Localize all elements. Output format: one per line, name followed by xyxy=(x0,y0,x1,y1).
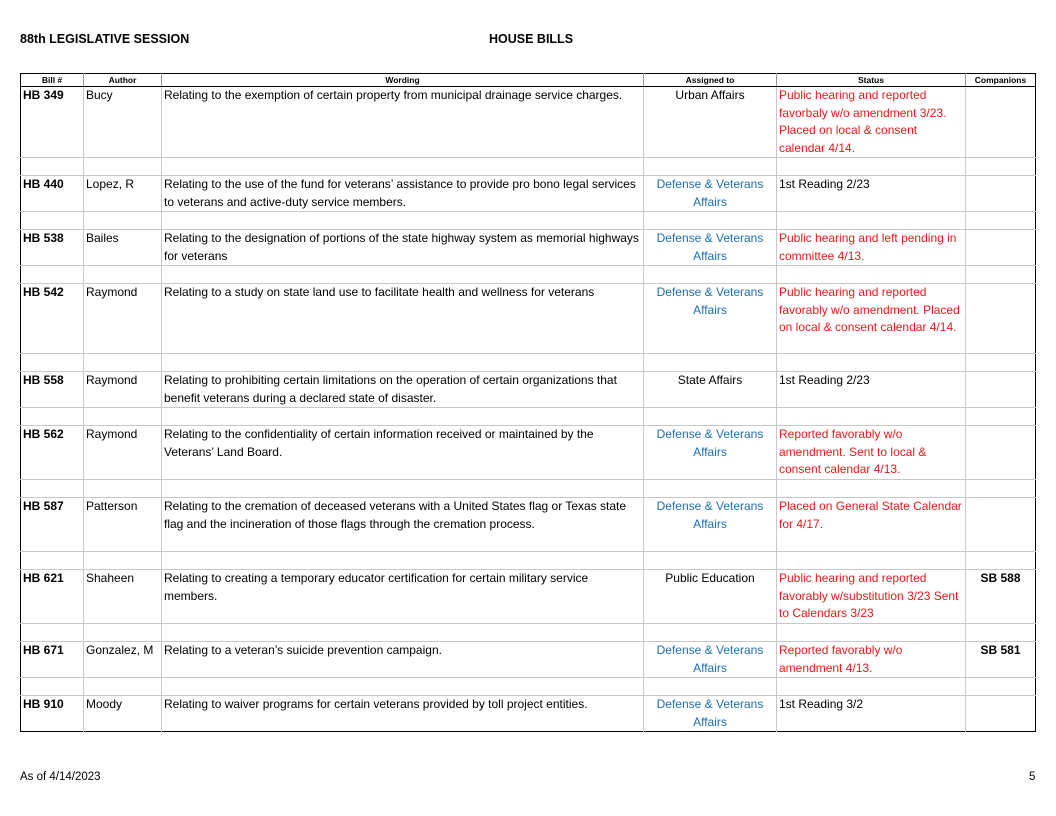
spacer-cell xyxy=(966,408,1036,426)
bill-status: 1st Reading 3/2 xyxy=(777,696,966,732)
table-row xyxy=(21,696,1036,732)
table-header-row xyxy=(21,74,1036,87)
spacer-row xyxy=(21,480,1036,498)
bill-status: Public hearing and reported favorbaly w/o amendment 3/23. Placed on local & consent calendar 4/14. xyxy=(777,87,966,158)
bill-wording: Relating to the exemption of certain property from municipal drainage service charges. xyxy=(162,87,644,158)
bill-status: Public hearing and reported favorably w/o amendment. Placed on local & consent calendar 4/14. xyxy=(777,284,966,354)
spacer-cell xyxy=(644,158,777,176)
bill-companions xyxy=(966,426,1036,480)
column-header-author: Author xyxy=(84,74,162,87)
spacer-cell xyxy=(162,158,644,176)
bill-author: Moody xyxy=(84,696,162,732)
table-row xyxy=(21,230,1036,266)
spacer-cell xyxy=(84,552,162,570)
spacer-cell xyxy=(84,678,162,696)
bill-number: HB 587 xyxy=(21,498,84,552)
table-row xyxy=(21,426,1036,480)
table-row xyxy=(21,176,1036,212)
spacer-cell xyxy=(644,266,777,284)
bill-status: Reported favorably w/o amendment. Sent to local & consent calendar 4/13. xyxy=(777,426,966,480)
bill-number: HB 562 xyxy=(21,426,84,480)
spacer-cell xyxy=(644,552,777,570)
column-header-companions: Companions xyxy=(966,74,1036,87)
bill-status: Reported favorably w/o amendment 4/13. xyxy=(777,642,966,678)
session-title: 88th LEGISLATIVE SESSION xyxy=(20,32,190,46)
spacer-cell xyxy=(162,678,644,696)
bill-companions xyxy=(966,284,1036,354)
bill-number: HB 671 xyxy=(21,642,84,678)
bill-status: 1st Reading 2/23 xyxy=(777,372,966,408)
table-row xyxy=(21,372,1036,408)
column-header-status: Status xyxy=(777,74,966,87)
bill-author: Raymond xyxy=(84,426,162,480)
column-header-wording: Wording xyxy=(162,74,644,87)
spacer-cell xyxy=(84,624,162,642)
spacer-cell xyxy=(21,552,84,570)
spacer-cell xyxy=(966,354,1036,372)
bill-companions xyxy=(966,696,1036,732)
bill-author: Patterson xyxy=(84,498,162,552)
bill-number: HB 440 xyxy=(21,176,84,212)
bill-assigned-committee: Defense & Veterans Affairs xyxy=(644,498,777,552)
spacer-cell xyxy=(966,158,1036,176)
spacer-cell xyxy=(162,480,644,498)
spacer-cell xyxy=(21,212,84,230)
spacer-cell xyxy=(644,624,777,642)
bill-author: Raymond xyxy=(84,372,162,408)
spacer-cell xyxy=(777,480,966,498)
spacer-cell xyxy=(777,678,966,696)
spacer-cell xyxy=(966,212,1036,230)
bill-number: HB 910 xyxy=(21,696,84,732)
spacer-cell xyxy=(644,212,777,230)
bill-assigned-committee: State Affairs xyxy=(644,372,777,408)
column-header-bill: Bill # xyxy=(21,74,84,87)
bill-companions xyxy=(966,498,1036,552)
bill-assigned-committee: Defense & Veterans Affairs xyxy=(644,642,777,678)
spacer-cell xyxy=(966,552,1036,570)
bill-companions xyxy=(966,372,1036,408)
spacer-cell xyxy=(777,408,966,426)
page-number: 5 xyxy=(1029,771,1036,783)
spacer-cell xyxy=(777,552,966,570)
spacer-cell xyxy=(966,678,1036,696)
house-bills-table xyxy=(20,73,1036,732)
spacer-cell xyxy=(162,552,644,570)
bill-author: Bailes xyxy=(84,230,162,266)
bill-status: Placed on General State Calendar for 4/17. xyxy=(777,498,966,552)
spacer-cell xyxy=(84,212,162,230)
table-row xyxy=(21,570,1036,624)
spacer-cell xyxy=(644,480,777,498)
spacer-cell xyxy=(777,354,966,372)
spacer-cell xyxy=(84,408,162,426)
bill-wording: Relating to creating a temporary educator certification for certain military service members. xyxy=(162,570,644,624)
bill-number: HB 538 xyxy=(21,230,84,266)
bill-number: HB 621 xyxy=(21,570,84,624)
spacer-cell xyxy=(644,408,777,426)
bill-wording: Relating to a study on state land use to facilitate health and wellness for veterans xyxy=(162,284,644,354)
spacer-cell xyxy=(21,354,84,372)
spacer-cell xyxy=(21,480,84,498)
spacer-row xyxy=(21,212,1036,230)
bill-author: Shaheen xyxy=(84,570,162,624)
spacer-cell xyxy=(162,408,644,426)
spacer-cell xyxy=(84,480,162,498)
spacer-row xyxy=(21,552,1036,570)
bill-status: Public hearing and reported favorably w/substitution 3/23 Sent to Calendars 3/23 xyxy=(777,570,966,624)
bill-assigned-committee: Public Education xyxy=(644,570,777,624)
spacer-cell xyxy=(84,158,162,176)
spacer-row xyxy=(21,408,1036,426)
bill-assigned-committee: Urban Affairs xyxy=(644,87,777,158)
bill-author: Lopez, R xyxy=(84,176,162,212)
spacer-cell xyxy=(777,158,966,176)
bill-companions: SB 588 xyxy=(966,570,1036,624)
bill-author: Raymond xyxy=(84,284,162,354)
bill-companions: SB 581 xyxy=(966,642,1036,678)
spacer-cell xyxy=(777,266,966,284)
spacer-cell xyxy=(21,266,84,284)
spacer-row xyxy=(21,266,1036,284)
spacer-row xyxy=(21,158,1036,176)
bill-companions xyxy=(966,176,1036,212)
bill-status: Public hearing and left pending in committee 4/13. xyxy=(777,230,966,266)
table-row xyxy=(21,284,1036,354)
bill-assigned-committee: Defense & Veterans Affairs xyxy=(644,230,777,266)
spacer-row xyxy=(21,678,1036,696)
column-header-assigned: Assigned to xyxy=(644,74,777,87)
bill-status: 1st Reading 2/23 xyxy=(777,176,966,212)
bill-companions xyxy=(966,87,1036,158)
spacer-cell xyxy=(966,624,1036,642)
bill-wording: Relating to the designation of portions of the state highway system as memorial highways for veterans xyxy=(162,230,644,266)
spacer-cell xyxy=(162,212,644,230)
spacer-cell xyxy=(84,354,162,372)
spacer-cell xyxy=(644,354,777,372)
table-row xyxy=(21,642,1036,678)
bill-assigned-committee: Defense & Veterans Affairs xyxy=(644,696,777,732)
bill-wording: Relating to the use of the fund for veterans’ assistance to provide pro bono legal services to veterans and active-duty service members. xyxy=(162,176,644,212)
section-title: HOUSE BILLS xyxy=(489,32,574,46)
bill-wording: Relating to the confidentiality of certain information received or maintained by the Veterans’ Land Board. xyxy=(162,426,644,480)
spacer-cell xyxy=(966,480,1036,498)
spacer-cell xyxy=(21,408,84,426)
bill-author: Gonzalez, M xyxy=(84,642,162,678)
spacer-cell xyxy=(966,266,1036,284)
bill-companions xyxy=(966,230,1036,266)
spacer-cell xyxy=(644,678,777,696)
bill-assigned-committee: Defense & Veterans Affairs xyxy=(644,426,777,480)
bill-wording: Relating to the cremation of deceased veterans with a United States flag or Texas state flag and the incineration of those flags through the cremation process. xyxy=(162,498,644,552)
spacer-cell xyxy=(777,212,966,230)
table-row xyxy=(21,87,1036,158)
bill-number: HB 558 xyxy=(21,372,84,408)
spacer-cell xyxy=(84,266,162,284)
spacer-cell xyxy=(162,624,644,642)
bill-number: HB 542 xyxy=(21,284,84,354)
as-of-date: As of 4/14/2023 xyxy=(20,771,101,783)
spacer-cell xyxy=(21,678,84,696)
spacer-cell xyxy=(21,158,84,176)
spacer-cell xyxy=(21,624,84,642)
spacer-cell xyxy=(777,624,966,642)
bill-number: HB 349 xyxy=(21,87,84,158)
spacer-cell xyxy=(162,354,644,372)
bill-wording: Relating to a veteran’s suicide prevention campaign. xyxy=(162,642,644,678)
bill-author: Bucy xyxy=(84,87,162,158)
bill-wording: Relating to prohibiting certain limitations on the operation of certain organizations that benefit veterans during a declared state of disaster. xyxy=(162,372,644,408)
bill-assigned-committee: Defense & Veterans Affairs xyxy=(644,176,777,212)
spacer-row xyxy=(21,354,1036,372)
bill-wording: Relating to waiver programs for certain veterans provided by toll project entities. xyxy=(162,696,644,732)
table-row xyxy=(21,498,1036,552)
spacer-row xyxy=(21,624,1036,642)
spacer-cell xyxy=(162,266,644,284)
bill-assigned-committee: Defense & Veterans Affairs xyxy=(644,284,777,354)
